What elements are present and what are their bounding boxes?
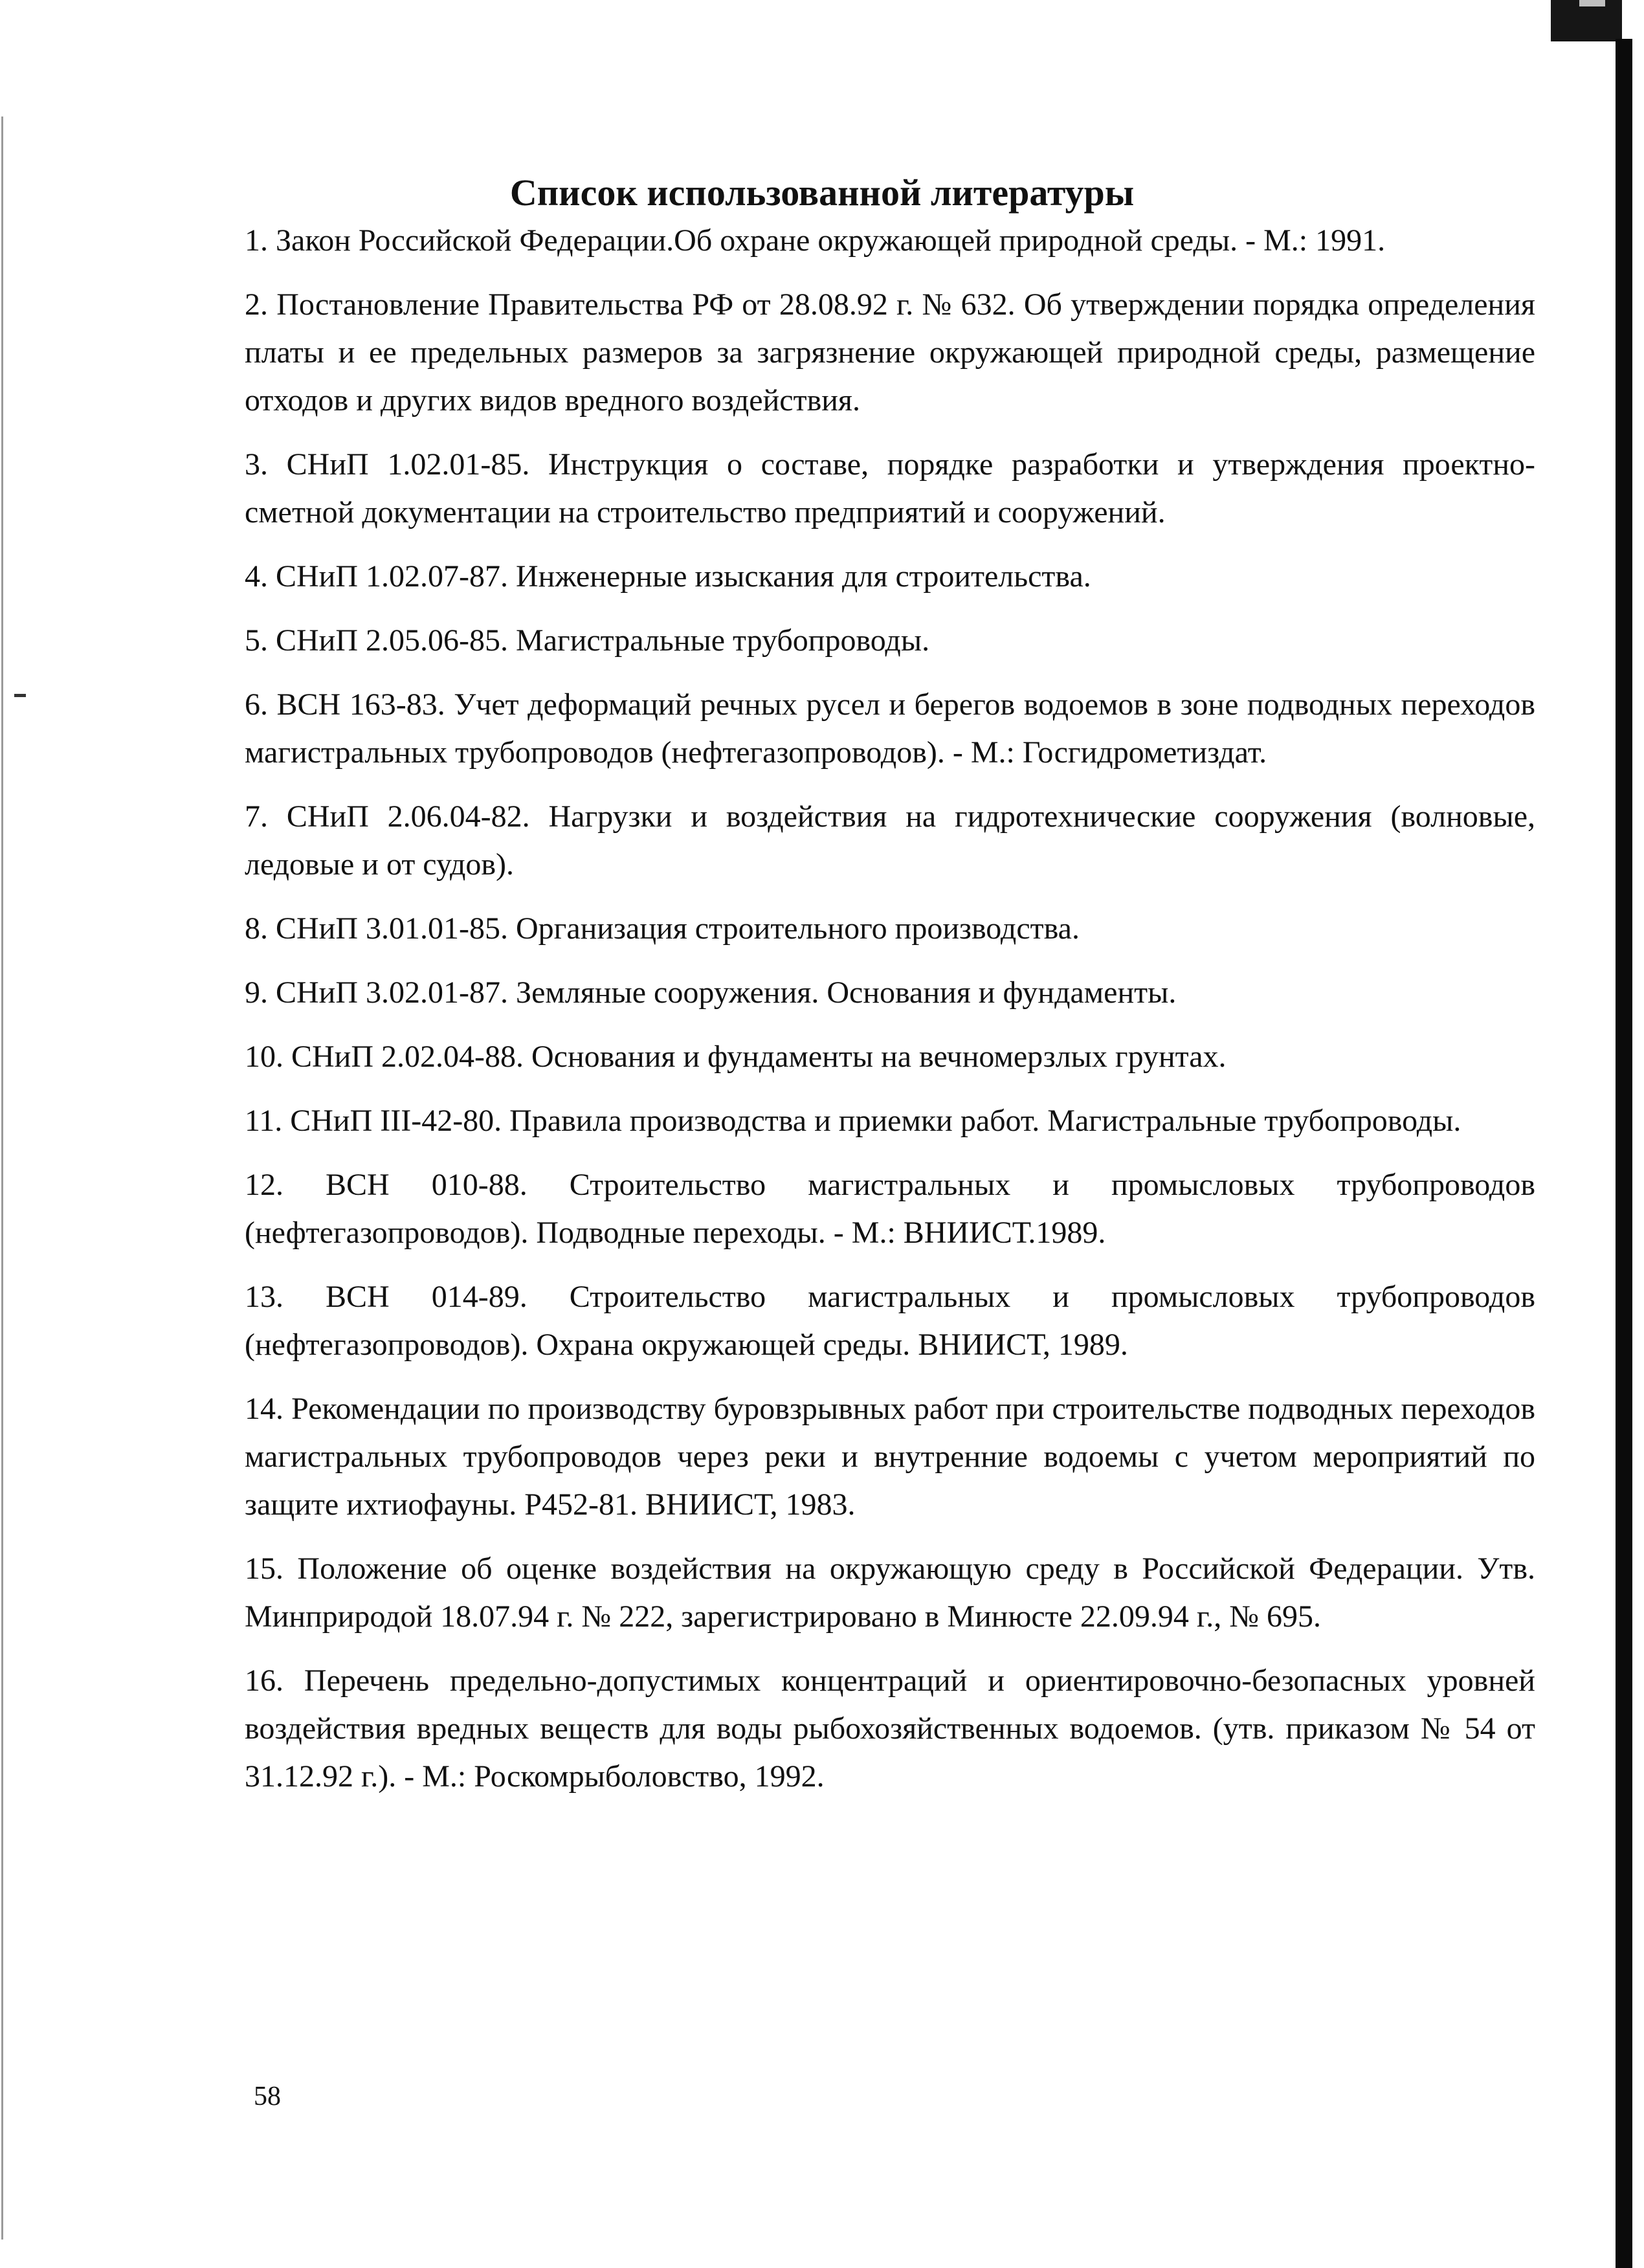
bibliography-entry-13: 13. ВСН 014-89. Строительство магистральных и промысловых трубопроводов (нефтегазопроводов). Охрана окружающей среды. ВНИИСТ, 1989.	[245, 1280, 1535, 1362]
bibliography-entry-6: 6. ВСН 163-83. Учет деформаций речных русел и берегов водоемов в зоне подводных переходов магистральных трубопроводов (нефтегазопроводов). - М.: Госгидрометиздат.	[245, 687, 1535, 770]
bibliography-entry-12: 12. ВСН 010-88. Строительство магистральных и промысловых трубопроводов (нефтегазопроводов). Подводные переходы. - М.: ВНИИСТ.1989.	[245, 1168, 1535, 1250]
bibliography-entry-7: 7. СНиП 2.06.04-82. Нагрузки и воздействия на гидротехнические сооружения (волновые, ледовые и от судов).	[245, 799, 1535, 882]
bibliography-entry-2: 2. Постановление Правительства РФ от 28.08.92 г. № 632. Об утверждении порядка определения платы и ее предельных размеров за загрязнение окружающей природной среды, размещение отходов и других видов вредного воздействия.	[245, 287, 1535, 417]
scan-mark	[14, 694, 26, 697]
scan-edge-notch	[1579, 0, 1605, 6]
bibliography-entry-4: 4. СНиП 1.02.07-87. Инженерные изыскания для строительства.	[245, 559, 1091, 594]
page-title: Список использованной литературы	[509, 171, 1135, 214]
bibliography-entry-8: 8. СНиП 3.01.01-85. Организация строительного производства.	[245, 911, 1080, 946]
page-number: 58	[254, 2082, 281, 2111]
bibliography-list	[245, 217, 1535, 1817]
bibliography-entry-3: 3. СНиП 1.02.01-85. Инструкция о составе, порядке разработки и утверждения проектно-сметной документации на строительство предприятий и сооружений.	[245, 447, 1535, 529]
scan-edge-left	[1, 117, 3, 2240]
bibliography-entry-1: 1. Закон Российской Федерации.Об охране окружающей природной среды. - М.: 1991.	[245, 223, 1386, 258]
bibliography-entry-16: 16. Перечень предельно-допустимых концентраций и ориентировочно-безопасных уровней воздействия вредных веществ для воды рыбохозяйственных водоемов. (утв. приказом № 54 от 31.12.92 г.). - М.: Роскомрыболовство, 1992.	[245, 1663, 1535, 1794]
bibliography-entry-10: 10. СНиП 2.02.04-88. Основания и фундаменты на вечномерзлых грунтах.	[245, 1040, 1227, 1074]
bibliography-entry-14: 14. Рекомендации по производству буровзрывных работ при строительстве подводных переходов магистральных трубопроводов через реки и внутренние водоемы с учетом мероприятий по защите ихтиофауны. Р452-81. ВНИИСТ, 1983.	[245, 1392, 1535, 1522]
bibliography-entry-11: 11. СНиП III-42-80. Правила производства и приемки работ. Магистральные трубопроводы.	[245, 1104, 1461, 1138]
scan-edge-right	[1616, 39, 1632, 2268]
bibliography-entry-5: 5. СНиП 2.05.06-85. Магистральные трубопроводы.	[245, 623, 930, 658]
bibliography-entry-9: 9. СНиП 3.02.01-87. Земляные сооружения. Основания и фундаменты.	[245, 975, 1177, 1010]
bibliography-entry-15: 15. Положение об оценке воздействия на окружающую среду в Российской Федерации. Утв. Минприродой 18.07.94 г. № 222, зарегистрировано в Минюсте 22.09.94 г., № 695.	[245, 1551, 1535, 1634]
